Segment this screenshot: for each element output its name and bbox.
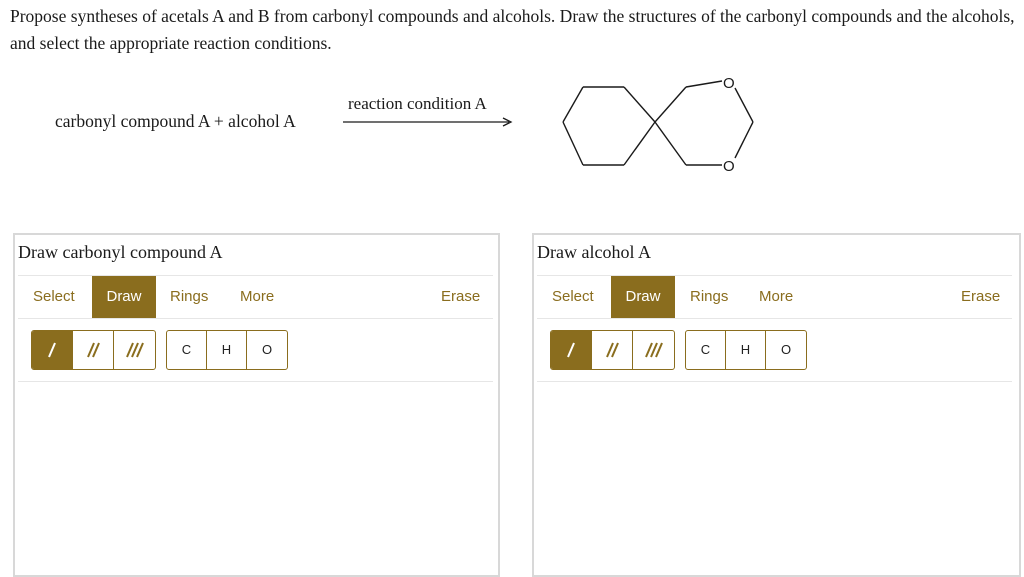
draw-panel-carbonyl <box>13 233 500 577</box>
rings-button[interactable]: Rings <box>170 288 209 305</box>
triple-bond-button[interactable] <box>114 331 155 369</box>
atom-h-button[interactable]: H <box>207 331 247 369</box>
select-button[interactable]: Select <box>552 288 594 305</box>
drawing-toolbar <box>537 275 1012 319</box>
more-button[interactable]: More <box>240 288 275 305</box>
triple-bond-icon <box>643 340 665 360</box>
single-bond-icon <box>42 340 62 360</box>
atom-tools <box>685 330 807 370</box>
draw-button[interactable]: Draw <box>92 276 156 318</box>
reaction-arrow <box>343 114 515 130</box>
drawing-canvas[interactable] <box>18 383 493 568</box>
tool-options-bar <box>18 319 493 382</box>
question-text: Propose syntheses of acetals A and B from carbonyl compounds and alcohols. Draw the structures of the carbonyl compounds and the alcohols, and select the appropriate reaction conditions. <box>10 6 1015 53</box>
erase-button[interactable]: Erase <box>961 288 1001 305</box>
erase-button[interactable]: Erase <box>441 288 481 305</box>
single-bond-button[interactable] <box>32 331 73 369</box>
select-button[interactable]: Select <box>33 288 75 305</box>
double-bond-button[interactable] <box>592 331 633 369</box>
atom-o-button[interactable]: O <box>261 342 273 357</box>
triple-bond-button[interactable] <box>633 331 674 369</box>
drawing-canvas[interactable] <box>537 383 1012 568</box>
draw-button[interactable]: Draw <box>611 276 675 318</box>
bond-tools <box>550 330 675 370</box>
draw-panel-alcohol <box>532 233 1021 577</box>
panel-title: Draw carbonyl compound A <box>18 242 223 262</box>
single-bond-icon <box>561 340 581 360</box>
reactants-text: carbonyl compound A + alcohol A <box>55 111 296 131</box>
atom-h-button[interactable]: H <box>726 331 766 369</box>
atom-c-button[interactable]: C <box>686 331 726 369</box>
bond-tools <box>31 330 156 370</box>
atom-c-button[interactable]: C <box>167 331 207 369</box>
more-button[interactable]: More <box>759 288 794 305</box>
double-bond-button[interactable] <box>73 331 114 369</box>
triple-bond-icon <box>124 340 146 360</box>
single-bond-button[interactable] <box>551 331 592 369</box>
reaction-condition-label: reaction condition A <box>348 94 487 113</box>
double-bond-icon <box>83 340 103 360</box>
panel-title: Draw alcohol A <box>537 242 651 262</box>
atom-tools <box>166 330 288 370</box>
oxygen-bottom: O <box>723 158 735 175</box>
double-bond-icon <box>602 340 622 360</box>
acetal-product-structure <box>555 70 765 180</box>
tool-options-bar <box>537 319 1012 382</box>
oxygen-top: O <box>723 75 735 92</box>
atom-o-button[interactable]: O <box>780 342 792 357</box>
rings-button[interactable]: Rings <box>690 288 729 305</box>
drawing-toolbar <box>18 275 493 319</box>
